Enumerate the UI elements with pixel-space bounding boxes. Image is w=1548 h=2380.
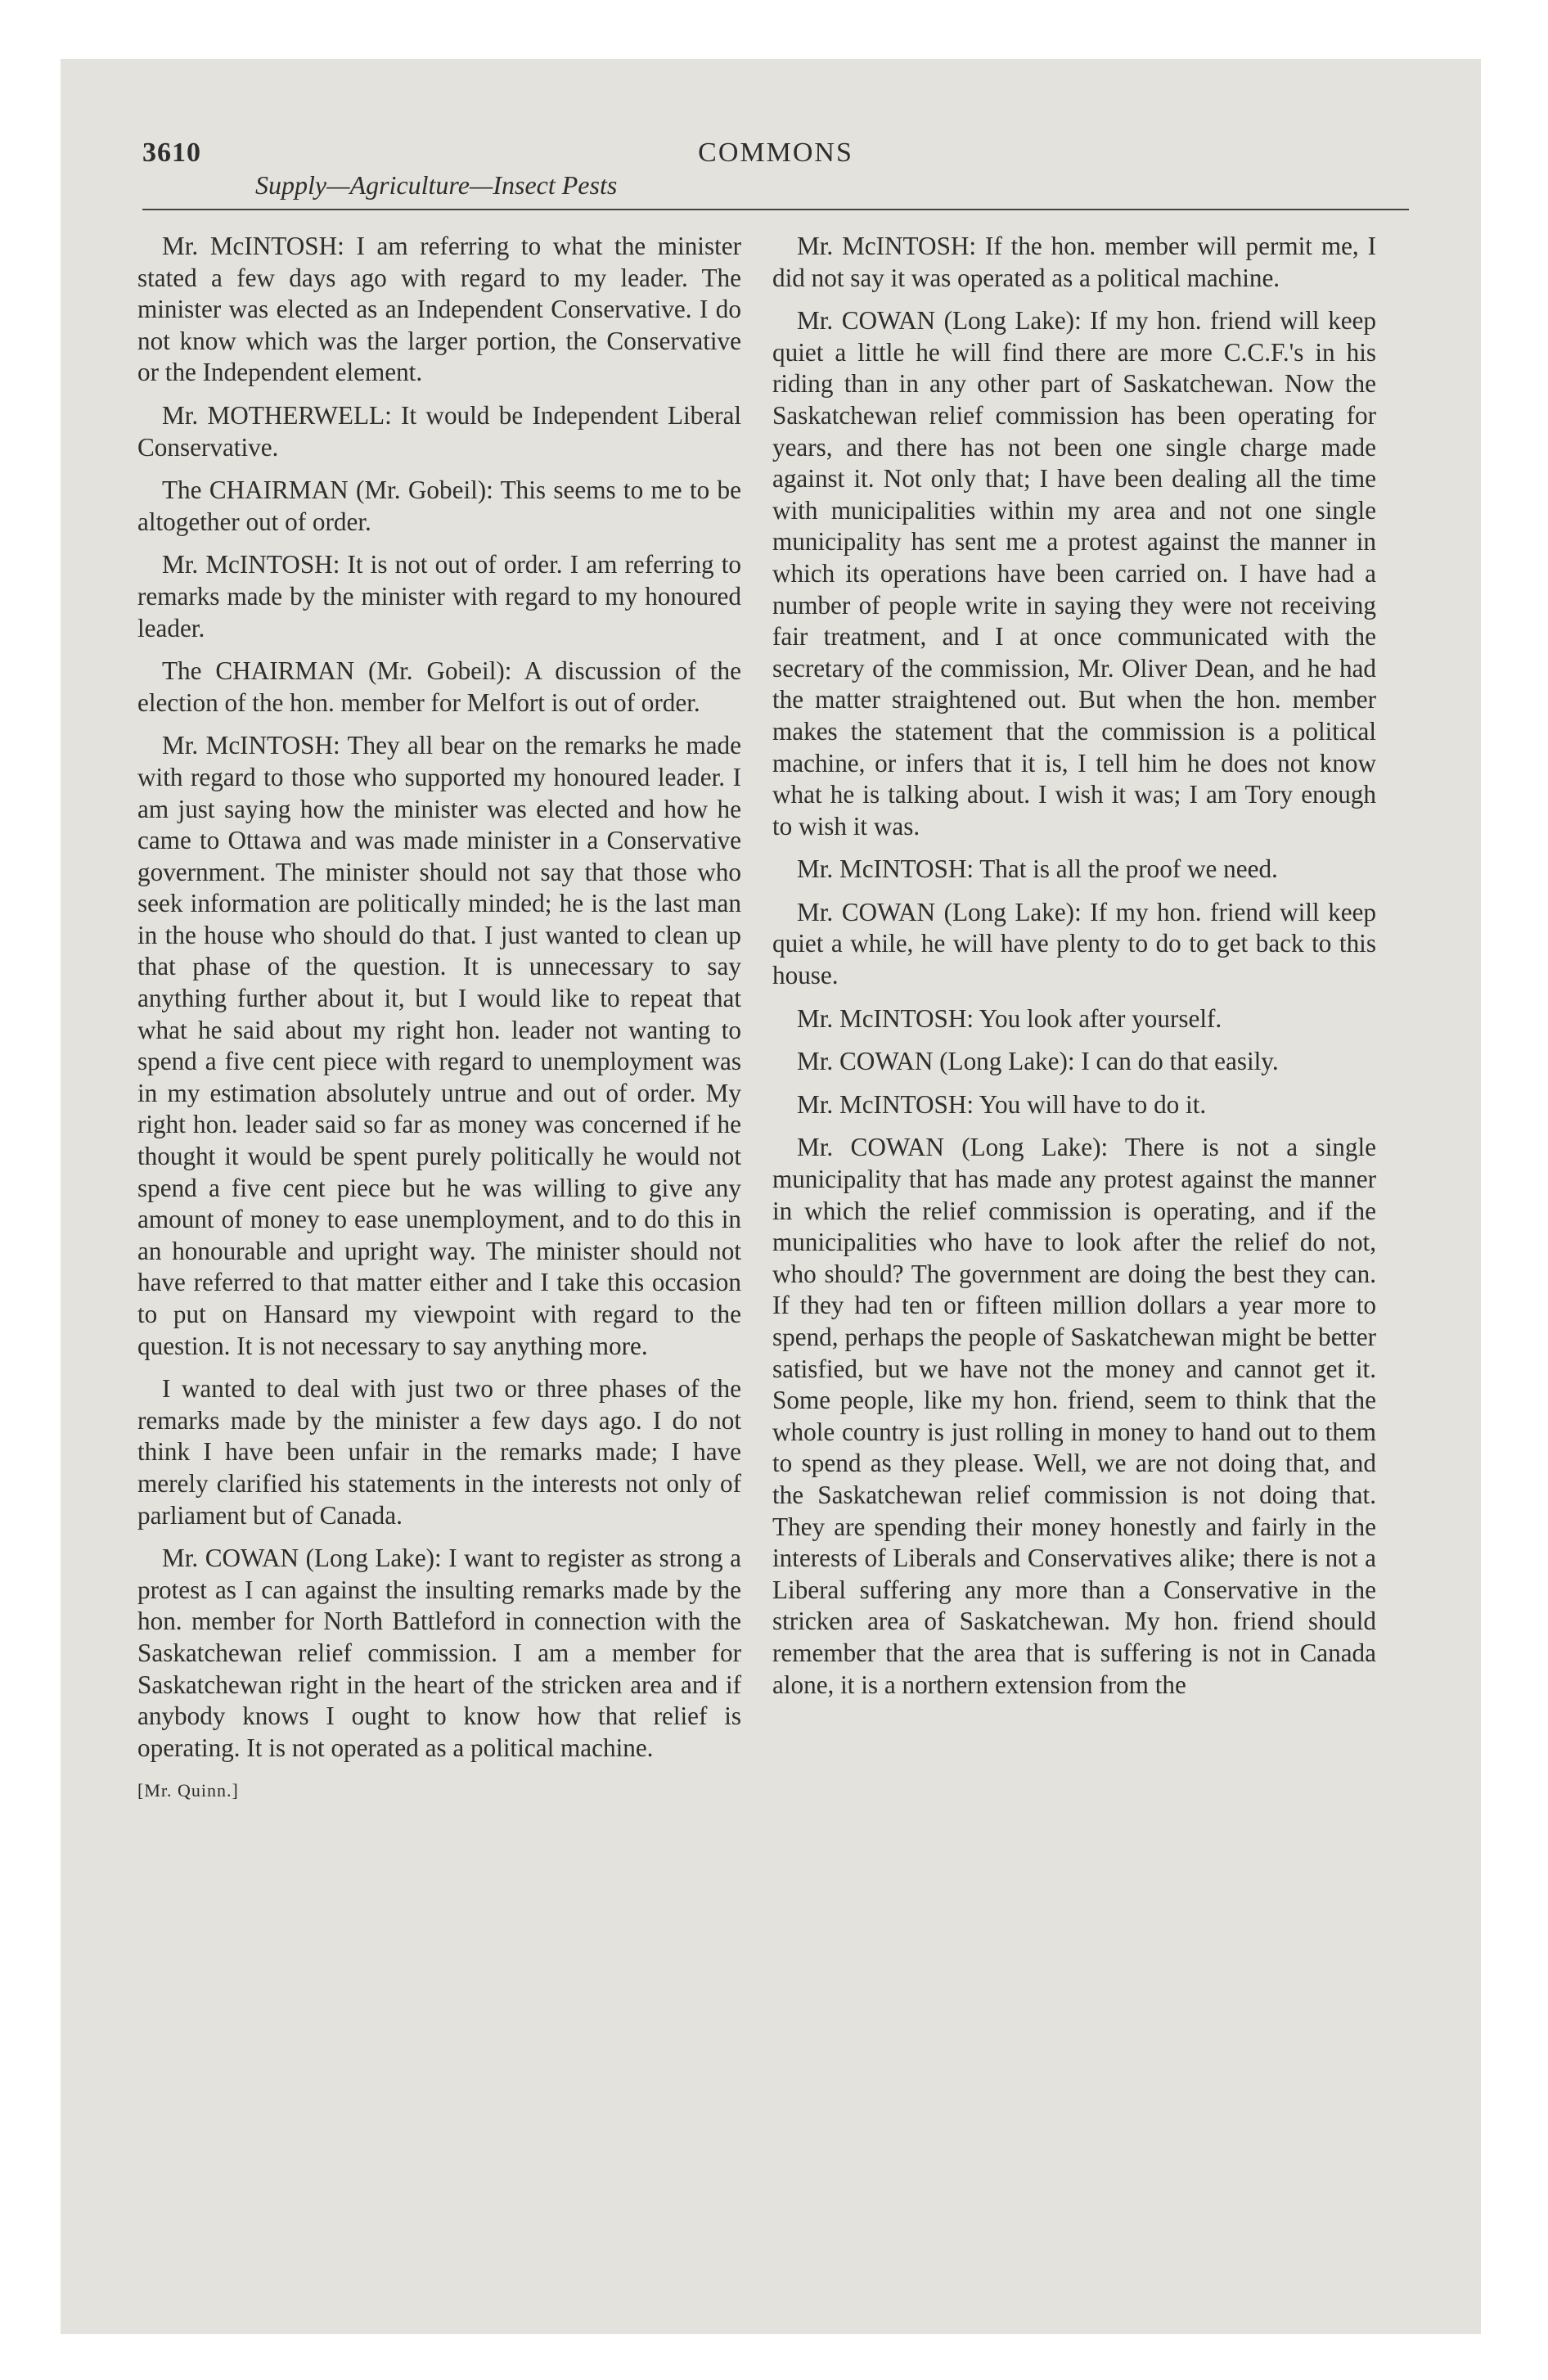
paragraph: I wanted to deal with just two or three phases of the remarks made by the minister a few days ago. I do not think I have been unfair in the remarks made; I have merely clarified his statements in the interests not only of parliament but of Canada. bbox=[137, 1374, 741, 1530]
page-header bbox=[142, 137, 1409, 211]
section-title: Supply—Agriculture—Insect Pests bbox=[255, 170, 618, 200]
paragraph: Mr. COWAN (Long Lake): If my hon. friend will keep quiet a while, he will have plenty to do to get back to this house. bbox=[772, 897, 1376, 990]
paragraph: Mr. McINTOSH: I am referring to what the minister stated a few days ago with regard to my leader. The minister was elected as an Independent Conservative. I do not know which was the larger portion, the Conservative or the Independent element. bbox=[137, 232, 741, 387]
paragraph: Mr. McINTOSH: You will have to do it. bbox=[797, 1089, 1207, 1119]
paragraph: Mr. MOTHERWELL: It would be Independent Liberal Conservative. bbox=[137, 400, 741, 462]
right-column bbox=[772, 231, 1376, 1712]
paragraph: Mr. McINTOSH: That is all the proof we need. bbox=[797, 854, 1278, 884]
left-column bbox=[137, 231, 741, 1807]
paragraph: Mr. COWAN (Long Lake): I want to register as strong a protest as I can against the insulting remarks made by the hon. member for North Battleford in connection with the Saskatchewan relief commission. I am a member for Saskatchewan right in the heart of the stricken area and if anybody knows I ought to know how that relief is operating. It is not operated as a political machine. bbox=[137, 1544, 741, 1762]
paragraph: The CHAIRMAN (Mr. Gobeil): This seems to me to be altogether out of order. bbox=[137, 476, 741, 536]
paragraph: Mr. McINTOSH: They all bear on the remarks he made with regard to those who supported my honoured leader. I am just saying how the minister was elected and how he came to Ottawa and was made minister in a Conservative government. The minister should not say that those who seek information are politically minded; he is the last man in the house who should do that. I just wanted to clean up that phase of the question. It is unnecessary to say anything further about it, but I would like to repeat that what he said about my right hon. leader not wanting to spend a five cent piece with regard to unemployment was in my estimation absolutely untrue and out of order. My right hon. leader said so far as money was concerned if he thought it would be spent purely politically he would not spend a five cent piece but he was willing to give any amount of money to ease unemployment, and to do this in an honourable and upright way. The minister should not have referred to that matter either and I take this occasion to put on Hansard my viewpoint with regard to the question. It is not necessary to say anything more. bbox=[137, 731, 741, 1360]
page-number: 3610 bbox=[142, 137, 201, 168]
paragraph: Mr. McINTOSH: It is not out of order. I am referring to remarks made by the minister with regard to my honoured leader. bbox=[137, 550, 741, 642]
paragraph: The CHAIRMAN (Mr. Gobeil): A discussion of the election of the hon. member for Melfort is out of order. bbox=[137, 656, 741, 717]
footer-note: [Mr. Quinn.] bbox=[137, 1780, 239, 1801]
paragraph: Mr. COWAN (Long Lake): There is not a single municipality that has made any protest against the manner in which the relief commission is operating, and if the municipalities who have to look after the relief do not, who should? The government are doing the best they can. If they had ten or fifteen million dollars a year more to spend, perhaps the people of Saskatchewan might be better satisfied, but we have not the money and cannot get it. Some people, like my hon. friend, seem to think that the whole country is just rolling in money to hand out to them to spend as they please. Well, we are not doing that, and the Saskatchewan relief commission is not doing that. They are spending their money honestly and fairly in the interests of Liberals and Conservatives alike; there is not a Liberal suffering any more than a Conservative in the stricken area of Saskatchewan. My hon. friend should remember that the area that is suffering is not in Canada alone, it is a northern extension from the bbox=[772, 1133, 1376, 1699]
header-rule bbox=[142, 209, 1409, 210]
paragraph: Mr. COWAN (Long Lake): If my hon. friend will keep quiet a little he will find there are more C.C.F.'s in his riding than in any other part of Saskatchewan. Now the Saskatchewan relief commission has been operating for years, and there has not been one single charge made against it. Not only that; I have been dealing all the time with municipalities within my area and not one single municipality has sent me a protest against the manner in which its operations have been carried on. I have had a number of people write in saying they were not receiving fair treatment, and I at once communicated with the secretary of the commission, Mr. Oliver Dean, and he had the matter straightened out. But when the hon. member makes the statement that the commission is a political machine, or infers that it is, I tell him he does not know what he is talking about. I wish it was; I am Tory enough to wish it was. bbox=[772, 306, 1376, 841]
paragraph: Mr. McINTOSH: You look after yourself. bbox=[797, 1003, 1222, 1033]
paragraph: Mr. COWAN (Long Lake): I can do that easily. bbox=[797, 1047, 1279, 1076]
running-head: COMMONS bbox=[698, 137, 853, 168]
paragraph: Mr. McINTOSH: If the hon. member will permit me, I did not say it was operated as a political machine. bbox=[772, 232, 1376, 292]
